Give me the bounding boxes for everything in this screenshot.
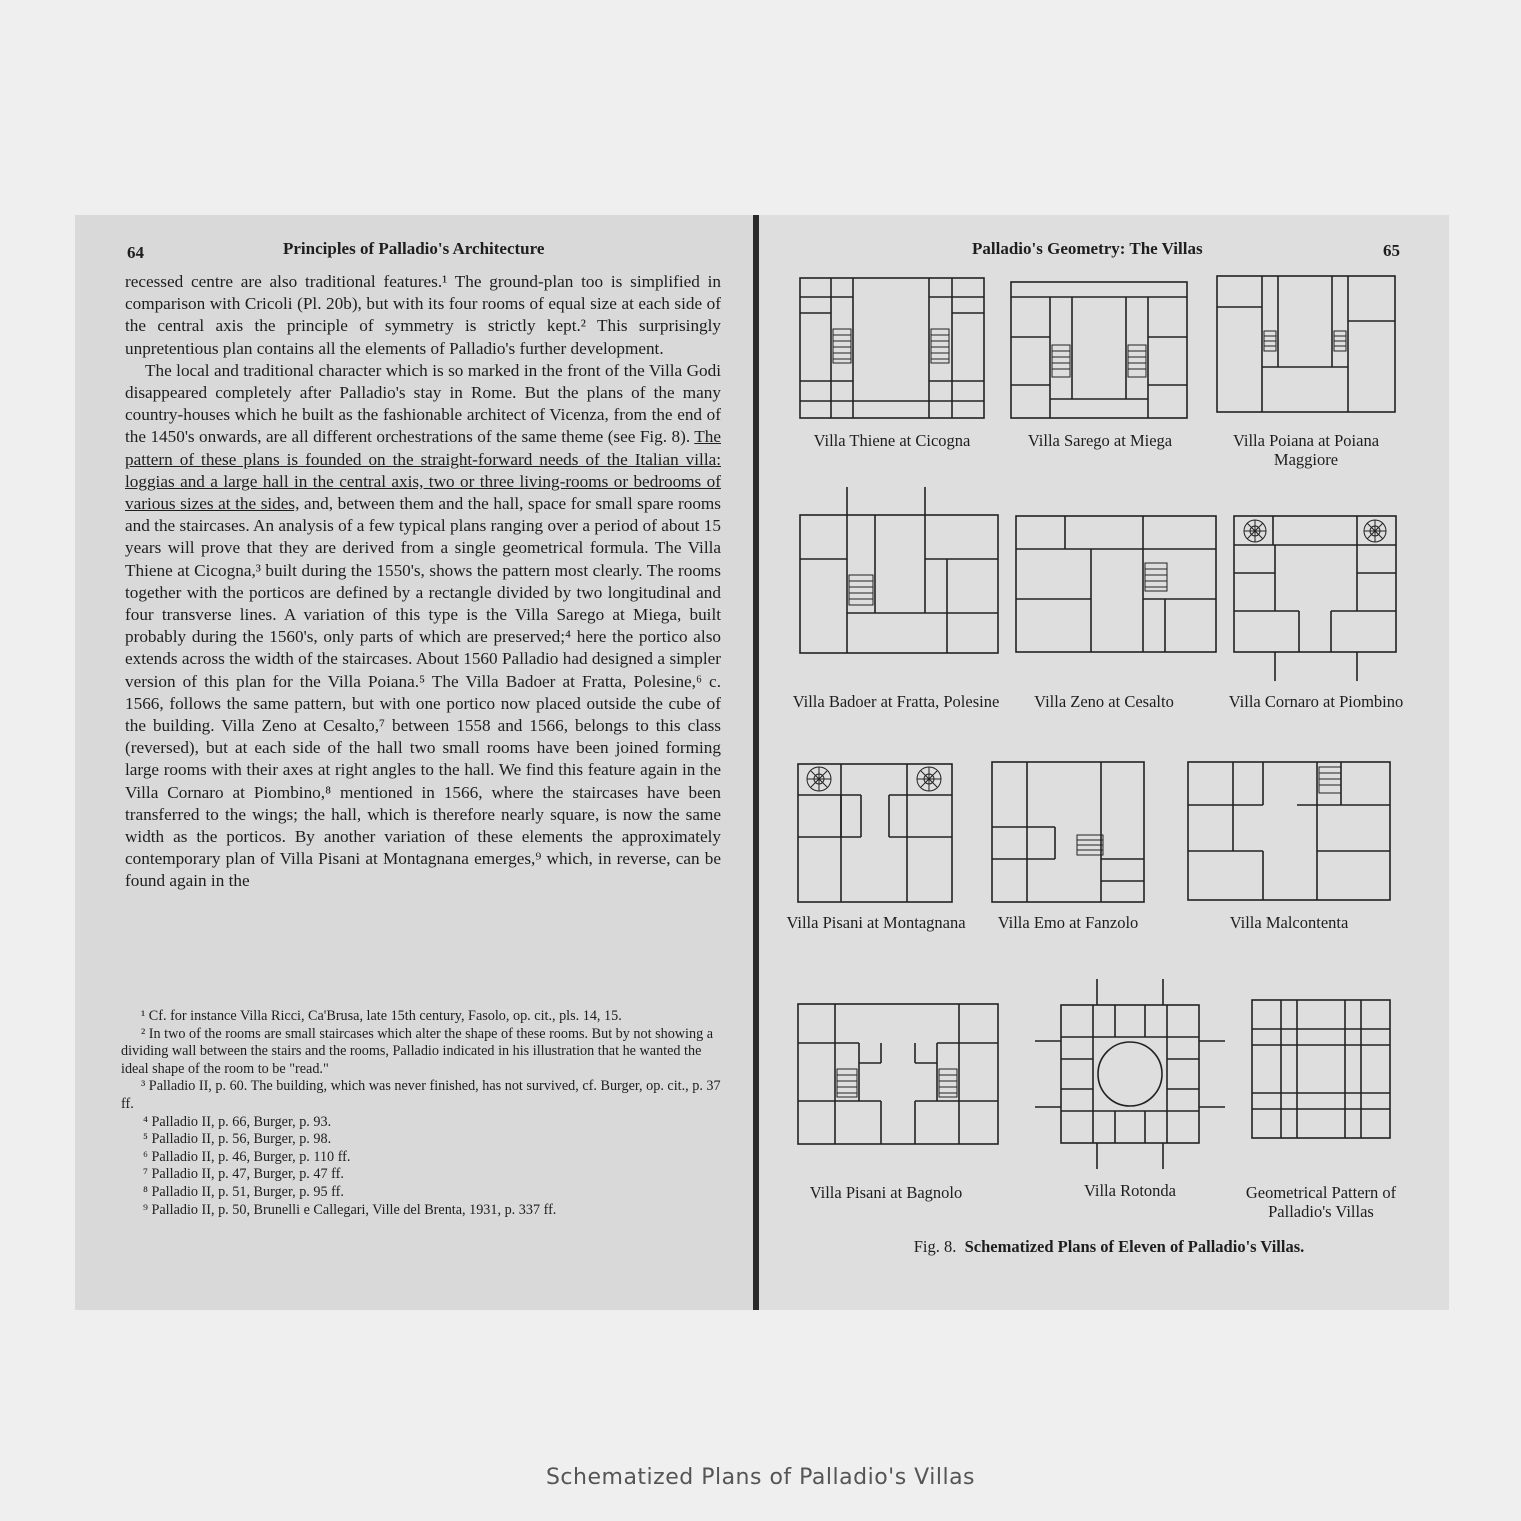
footnote-6: ⁶ Palladio II, p. 46, Burger, p. 110 ff. [143,1148,351,1165]
plan-villa-pisani-montagnana [797,763,953,903]
footnote-4: ⁴ Palladio II, p. 66, Burger, p. 93. [143,1113,332,1130]
plan-villa-pisani-bagnolo [797,1003,999,1145]
caption-villa-sarego: Villa Sarego at Miega [1027,431,1173,450]
left-running-head: Principles of Palladio's Architecture [283,239,545,258]
caption-villa-pisani-bagnolo: Villa Pisani at Bagnolo [809,1183,963,1202]
plan-villa-poiana [1216,275,1396,413]
paragraph-2-start: The local and traditional character which is so marked in the front of the Villa Godi disappeared completely after Palladio's stay in Rome. But the plans of the many country-houses which he built as the fashionable architect of Vicenza, from the end of the 1450's onwards, are all different orchestrations of the same theme (see Fig. 8). [125,360,721,447]
footnote-3: ³ Palladio II, p. 60. The building, which was never finished, has not survived, cf. Burger, op. cit., p. 37 ff. [121,1078,721,1112]
left-page [75,215,755,1310]
footnote-7: ⁷ Palladio II, p. 47, Burger, p. 47 ff. [143,1166,344,1183]
left-page-number: 64 [127,243,144,262]
underlined-passage: The pattern of these plans is founded on the straight-forward needs of the Italian villa: loggias and a large hall in the central axis, two or three living-rooms or bedrooms of various sizes at the sides, [125,427,721,514]
right-running-head: Palladio's Geometry: The Villas [972,239,1203,258]
figure-label: Fig. 8. [913,1237,957,1256]
plan-villa-thiene [799,277,985,419]
plan-villa-emo [991,761,1145,903]
caption-villa-zeno: Villa Zeno at Cesalto [1034,692,1174,711]
left-body-text [125,271,721,893]
footnote-1: ¹ Cf. for instance Villa Ricci, Ca'Brusa, late 15th century, Fasolo, op. cit., pls. 14, 15. [141,1008,622,1024]
figure-caption [859,1237,1359,1257]
plan-villa-sarego [1010,281,1188,419]
caption-villa-emo: Villa Emo at Fanzolo [997,913,1139,932]
footnote-5: ⁵ Palladio II, p. 56, Burger, p. 98. [143,1131,332,1148]
image-caption: Schematized Plans of Palladio's Villas [545,1465,976,1490]
right-page [759,215,1449,1310]
caption-geometrical-pattern: Geometrical Pattern of Palladio's Villas [1245,1183,1397,1221]
caption-villa-malcontenta: Villa Malcontenta [1229,913,1349,932]
plan-geometrical-pattern [1251,999,1391,1139]
plan-villa-rotonda [1035,979,1225,1169]
caption-villa-badoer: Villa Badoer at Fratta, Polesine [792,692,1000,711]
footnotes [121,1008,721,1219]
caption-villa-rotonda: Villa Rotonda [1083,1181,1177,1200]
book-spread [75,215,1449,1310]
right-page-number: 65 [1383,241,1400,260]
caption-villa-thiene: Villa Thiene at Cicogna [813,431,971,450]
plan-villa-badoer [799,487,999,655]
plan-villa-zeno [1015,515,1217,653]
paragraph-2-rest: and, between them and the hall, space for small spare rooms and the staircases. An analysis of a few typical plans ranging over a period of about 15 years will prove that they are derived from a single geometrical formula. The Villa Thiene at Cicogna,³ built during the 1550's, shows the pattern most clearly. The rooms together with the porticos are defined by a rectangle divided by two longitudinal and four transverse lines. A variation of this type is the Villa Sarego at Miega, built probably during the 1560's, only parts of which are preserved;⁴ here the portico also extends across the width of the staircases. About 1560 Palladio had designed a simpler version of this plan for the Villa Poiana.⁵ The Villa Badoer at Fratta, Polesine,⁶ c. 1566, follows the same pattern, but with one portico now placed outside the cube of the building. Villa Zeno at Cesalto,⁷ between 1558 and 1566, belongs to this class (reversed), but at each side of the hall two small rooms have been joined forming large rooms with their axes at right angles to the hall. We find this feature again in the Villa Cornaro at Piombino,⁸ mentioned in 1566, where the staircases have been transferred to the wings; the hall, which is therefore nearly square, is now the same width as the porticos. By another variation of these elements the approximately contemporary plan of Villa Pisani at Montagnana emerges,⁹ which, in reverse, can be found again in the [125,494,721,891]
caption-villa-cornaro: Villa Cornaro at Piombino [1228,692,1404,711]
plan-villa-cornaro [1233,515,1397,683]
footnote-9: ⁹ Palladio II, p. 50, Brunelli e Callegari, Ville del Brenta, 1931, p. 337 ff. [143,1201,557,1218]
footnote-2: ² In two of the rooms are small staircases which alter the shape of these rooms. But by not showing a dividing wall between the stairs and the rooms, Palladio indicated in his illustration that he wanted the ideal shape of the room to be "read." [121,1025,714,1077]
caption-villa-pisani-montagnana: Villa Pisani at Montagnana [786,913,966,932]
footnote-8: ⁸ Palladio II, p. 51, Burger, p. 95 ff. [143,1183,344,1200]
caption-villa-poiana: Villa Poiana at Poiana Maggiore [1232,431,1380,469]
paragraph-1: recessed centre are also traditional features.¹ The ground-plan too is simplified in comparison with Cricoli (Pl. 20b), but with its four rooms of equal size at each side of the central axis the principle of symmetry is strictly kept.² This surprisingly unpretentious plan contains all the elements of Palladio's further development. [125,272,721,358]
paragraph-2 [125,360,721,893]
figure-title: Schematized Plans of Eleven of Palladio's Villas. [964,1237,1305,1256]
plan-villa-malcontenta [1187,761,1393,903]
